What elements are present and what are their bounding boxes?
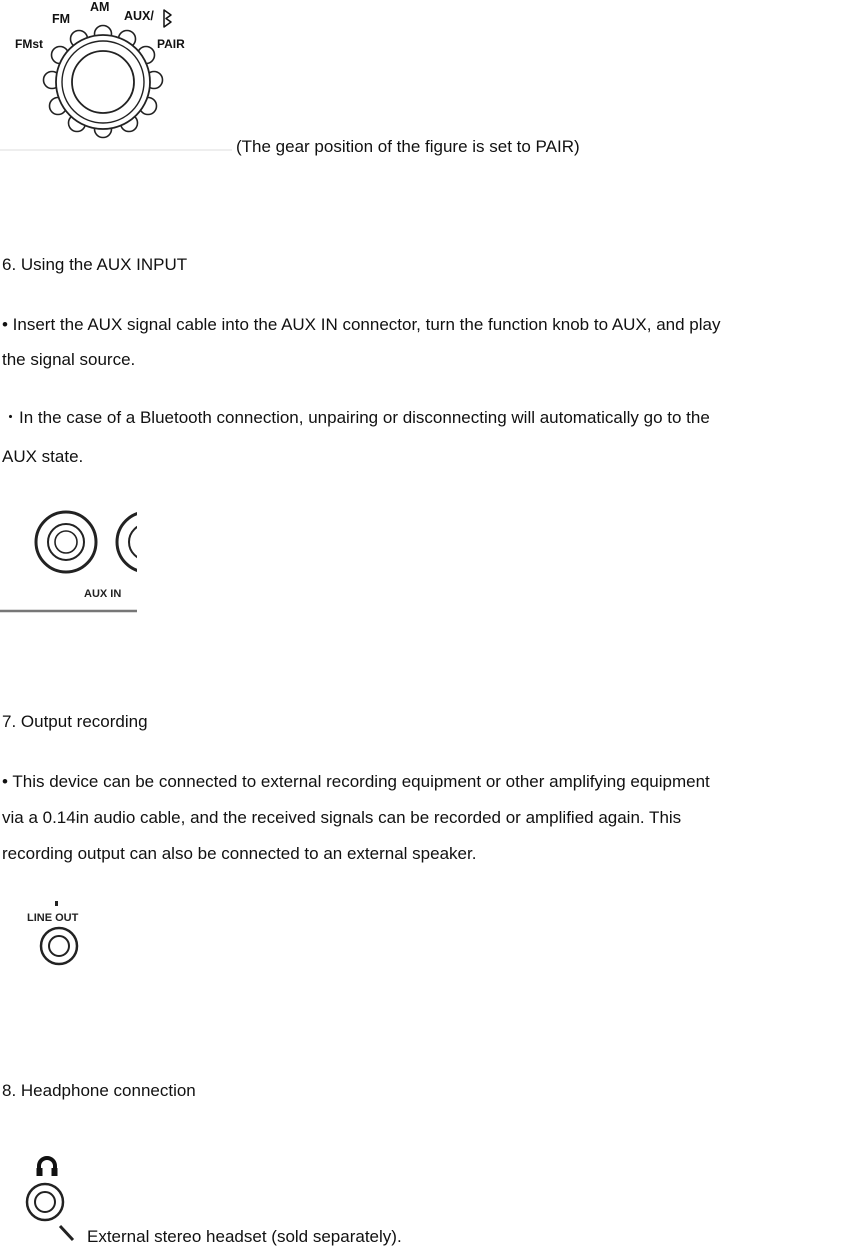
function-knob-figure — [0, 0, 232, 152]
section-8-heading: 8. Headphone connection — [2, 1081, 196, 1100]
section-8-caption: External stereo headset (sold separately). — [87, 1227, 402, 1246]
aux-in-jack-inner — [55, 531, 77, 553]
aux-in-jack-outer — [36, 512, 96, 572]
section-7-line-2: via a 0.14in audio cable, and the received signals can be recorded or amplified again. This — [2, 808, 682, 827]
knob-label-am: AM — [90, 0, 110, 14]
adjacent-jack-middle — [129, 524, 137, 560]
section-7-line-3: recording output can also be connected to an external speaker. — [2, 844, 477, 863]
section-7-line-1: • This device can be connected to external recording equipment or other amplifying equipment — [2, 772, 710, 791]
headphone-icon-right-cup — [52, 1168, 58, 1176]
knob-label-aux: AUX/ — [124, 9, 154, 23]
headphone-jack-outer — [27, 1184, 63, 1220]
headphone-figure — [20, 1150, 82, 1246]
knob-label-fmst: FMst — [15, 37, 43, 51]
line-out-jack-inner — [49, 936, 69, 956]
section-6-para-1-line-1: • Insert the AUX signal cable into the AUX IN connector, turn the function knob to AUX, and play — [2, 315, 721, 334]
aux-in-label: AUX IN — [84, 588, 122, 600]
line-out-jack-outer — [41, 928, 77, 964]
aux-in-figure — [0, 505, 137, 615]
headphone-jack-inner — [35, 1192, 55, 1212]
knob-label-fm: FM — [52, 12, 71, 26]
section-6-para-1-line-2: the signal source. — [2, 350, 136, 369]
line-out-tick — [55, 901, 58, 906]
section-7-heading: 7. Output recording — [2, 712, 148, 731]
knob-caption: (The gear position of the figure is set to PAIR) — [236, 137, 580, 156]
line-out-label: LINE OUT — [27, 912, 79, 924]
headphone-icon-left-cup — [37, 1168, 43, 1176]
knob-center — [72, 51, 134, 113]
section-6-heading: 6. Using the AUX INPUT — [2, 255, 188, 274]
aux-in-jack-middle — [48, 524, 84, 560]
bluetooth-icon — [164, 10, 171, 27]
section-6-para-2-line-2: AUX state. — [2, 447, 84, 466]
knob-label-pair: PAIR — [157, 37, 185, 51]
section-6-para-2-line-1: ・In the case of a Bluetooth connection, unpairing or disconnecting will automatically go to the — [2, 408, 710, 427]
line-out-figure — [20, 898, 100, 973]
headphone-pointer-line — [60, 1226, 73, 1240]
adjacent-jack-outer — [117, 512, 137, 572]
